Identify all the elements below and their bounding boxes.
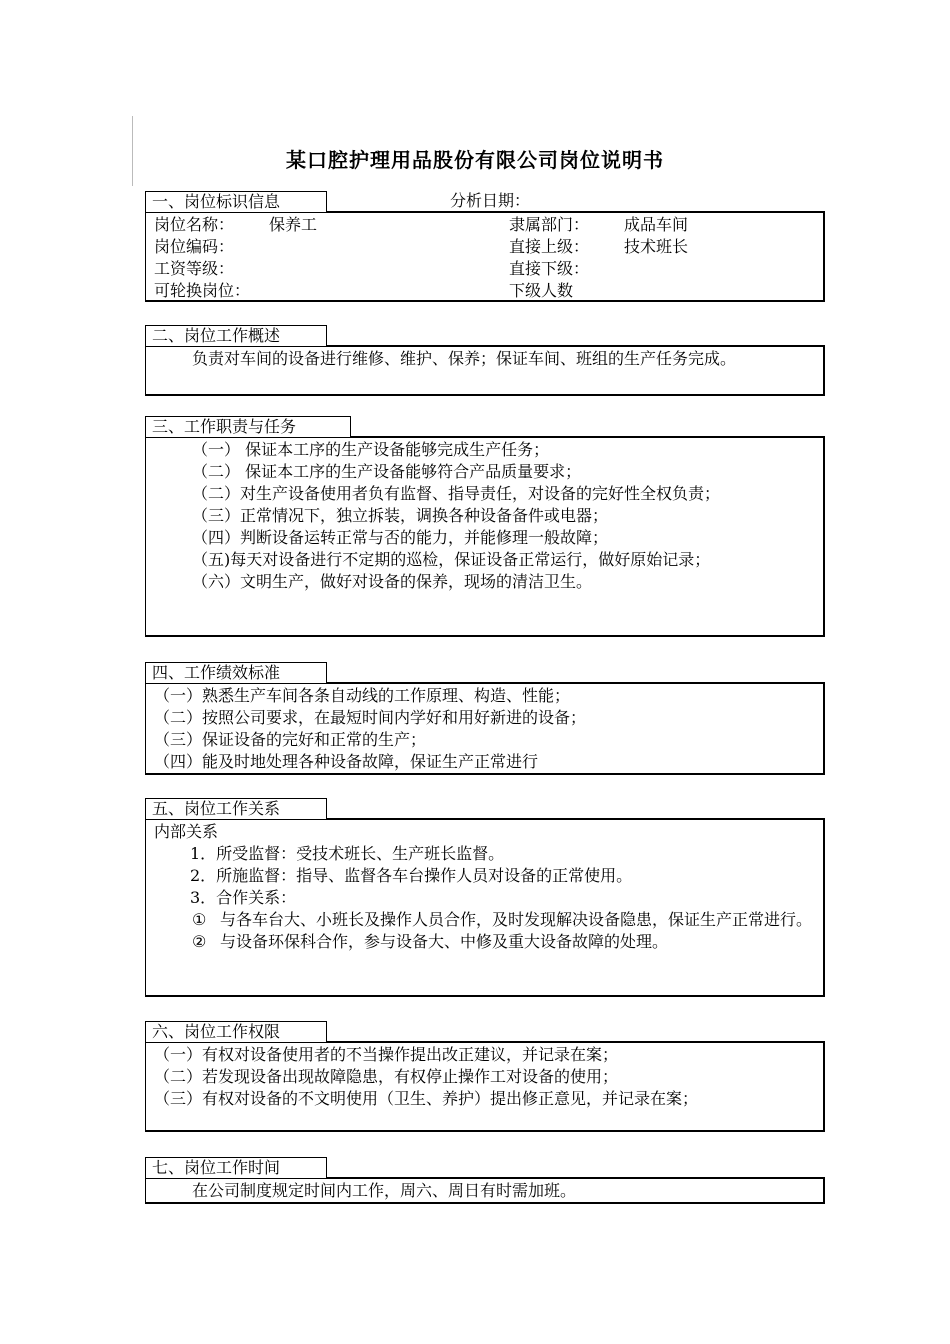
info-row [154, 214, 819, 236]
relation-item: 2．所施监督：指导、监督各车台操作人员对设备的正常使用。 [190, 866, 633, 885]
field-label: 工资等级： [154, 259, 235, 278]
duty-item: （一） 保证本工序的生产设备能够完成生产任务； [192, 440, 550, 459]
performance-item: （三）保证设备的完好和正常的生产； [154, 730, 427, 749]
section-overview [145, 325, 825, 396]
field-label: 岗位名称： [154, 215, 235, 234]
document-title: 某口腔护理用品股份有限公司岗位说明书 [286, 148, 664, 172]
section-tab: 四、工作绩效标准 [145, 662, 327, 683]
cooperation-text: 与设备环保科合作，参与设备大、中修及重大设备故障的处理。 [220, 932, 669, 951]
section-authority [145, 1021, 825, 1132]
authority-item: （三）有权对设备的不文明使用（卫生、养护）提出修正意见，并记录在案； [154, 1089, 699, 1108]
authority-item: （一）有权对设备使用者的不当操作提出改正建议，并记录在案； [154, 1045, 619, 1064]
section-work-time [145, 1157, 825, 1204]
section-box [145, 436, 825, 637]
duty-item: （二） 保证本工序的生产设备能够符合产品质量要求； [192, 462, 582, 481]
duty-item: （四）判断设备运转正常与否的能力，并能修理一般故障； [192, 528, 609, 547]
field-label: 岗位编码： [154, 237, 235, 256]
cooperation-item [154, 909, 819, 931]
relations-heading: 内部关系 [154, 822, 219, 841]
authority-item: （二）若发现设备出现故障隐患，有权停止操作工对设备的使用； [154, 1067, 619, 1086]
overview-text: 负责对车间的设备进行维修、维护、保养；保证车间、班组的生产任务完成。 [192, 349, 737, 368]
section-tab: 六、岗位工作权限 [145, 1021, 327, 1042]
cooperation-text: 与各车台大、小班长及操作人员合作，及时发现解决设备隐患，保证生产正常进行。 [220, 910, 813, 929]
field-label: 隶属部门： [509, 215, 590, 234]
section-box [145, 1177, 825, 1204]
section-box [145, 1041, 825, 1132]
performance-item: （二）按照公司要求，在最短时间内学好和用好新进的设备； [154, 708, 587, 727]
circled-number: ② [192, 932, 207, 951]
section-duties [145, 416, 825, 637]
info-row [154, 258, 819, 280]
section-box [145, 682, 825, 775]
field-value: 技术班长 [624, 237, 689, 256]
relation-item: 1．所受监督：受技术班长、生产班长监督。 [190, 844, 505, 863]
duty-item: （二）对生产设备使用者负有监督、指导责任，对设备的完好性全权负责； [192, 484, 721, 503]
field-label: 下级人数 [509, 281, 574, 300]
section-relations [145, 798, 825, 997]
work-time-text: 在公司制度规定时间内工作，周六、周日有时需加班。 [192, 1181, 577, 1200]
section-tab: 一、岗位标识信息 [145, 191, 327, 212]
section-tab: 七、岗位工作时间 [145, 1157, 327, 1178]
section-tab: 二、岗位工作概述 [145, 325, 327, 346]
relation-item: 3．合作关系： [190, 888, 297, 907]
field-value: 成品车间 [624, 215, 689, 234]
info-row [154, 236, 819, 258]
circled-number: ① [192, 910, 207, 929]
duty-item: （三）正常情况下，独立拆装，调换各种设备备件或电器； [192, 506, 609, 525]
duty-item: （六）文明生产，做好对设备的保养，现场的清洁卫生。 [192, 572, 593, 591]
performance-item: （一）熟悉生产车间各条自动线的工作原理、构造、性能； [154, 686, 571, 705]
duty-item: （五)每天对设备进行不定期的巡检，保证设备正常运行，做好原始记录； [192, 550, 711, 569]
info-row [154, 280, 819, 302]
analysis-date-label: 分析日期： [450, 191, 531, 210]
section-tab: 三、工作职责与任务 [145, 416, 351, 437]
field-label: 直接上级： [509, 237, 590, 256]
section-box [145, 211, 825, 302]
field-value: 保养工 [269, 215, 318, 234]
section-box [145, 818, 825, 997]
section-performance [145, 662, 825, 775]
field-label: 直接下级： [509, 259, 590, 278]
cooperation-item [154, 931, 819, 953]
section-identification [145, 191, 825, 302]
section-box [145, 345, 825, 396]
section-tab: 五、岗位工作关系 [145, 798, 327, 819]
field-label: 可轮换岗位： [154, 281, 251, 300]
performance-item: （四）能及时地处理各种设备故障，保证生产正常进行 [154, 752, 539, 771]
